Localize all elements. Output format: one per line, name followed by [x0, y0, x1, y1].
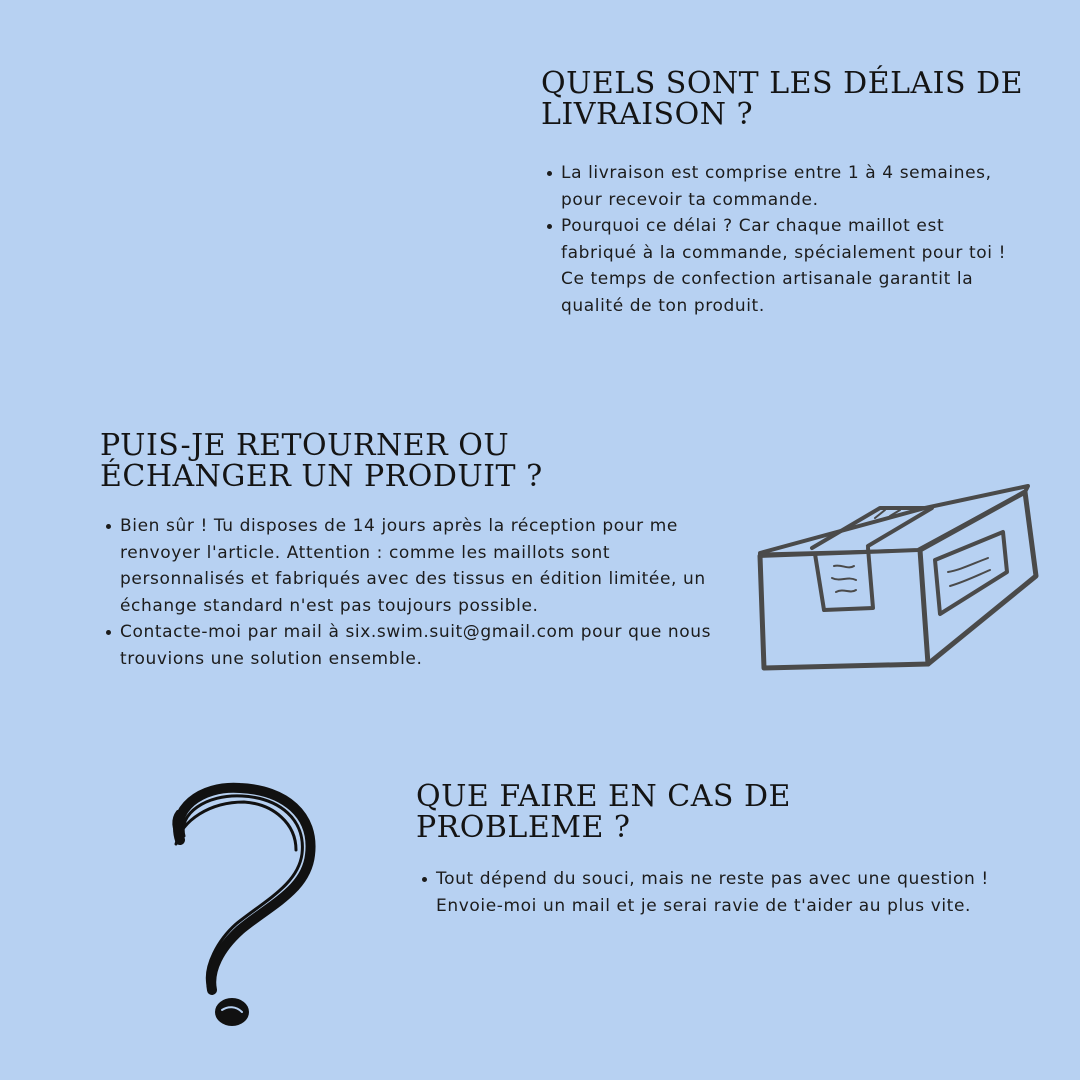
problem-faq-section — [416, 781, 1036, 919]
question-mark-sketch-icon — [160, 780, 330, 1040]
return-bullet-1: Bien sûr ! Tu disposes de 14 jours après la réception pour me renvoyer l'article. Attention : comme les maillots sont personnalisés et fabriqués avec des tissus en édition limitée, un échange standard n'est pas toujours possible. — [100, 513, 715, 619]
return-title-line-2: ÉCHANGER UN PRODUIT ? — [100, 459, 543, 494]
delivery-faq-section — [541, 68, 1041, 320]
return-bullet-list — [100, 513, 715, 673]
delivery-bullet-2: Pourquoi ce délai ? Car chaque maillot est fabriqué à la commande, spécialement pour toi ! Ce temps de confection artisanale garantit la qualité de ton produit. — [541, 213, 1016, 319]
delivery-bullet-list — [541, 160, 1016, 320]
delivery-bullet-1: La livraison est comprise entre 1 à 4 semaines, pour recevoir ta commande. — [541, 160, 1016, 213]
delivery-faq-title — [541, 68, 1041, 130]
problem-faq-title — [416, 781, 1036, 843]
return-title-line-1: PUIS-JE RETOURNER OU — [100, 428, 510, 463]
problem-title-line-2: PROBLEME ? — [416, 810, 631, 845]
problem-bullet-list — [416, 866, 1016, 919]
delivery-title-line-2: LIVRAISON ? — [541, 97, 754, 132]
problem-title-line-1: QUE FAIRE EN CAS DE — [416, 779, 791, 814]
return-faq-title — [100, 430, 730, 492]
delivery-title-line-1: QUELS SONT LES DÉLAIS DE — [541, 66, 1024, 101]
return-faq-section — [100, 430, 730, 673]
return-bullet-2: Contacte-moi par mail à six.swim.suit@gmail.com pour que nous trouvions une solution ensemble. — [100, 619, 715, 672]
problem-bullet-1: Tout dépend du souci, mais ne reste pas avec une question ! Envoie-moi un mail et je serai ravie de t'aider au plus vite. — [416, 866, 1016, 919]
cardboard-box-sketch-icon — [750, 478, 1050, 678]
